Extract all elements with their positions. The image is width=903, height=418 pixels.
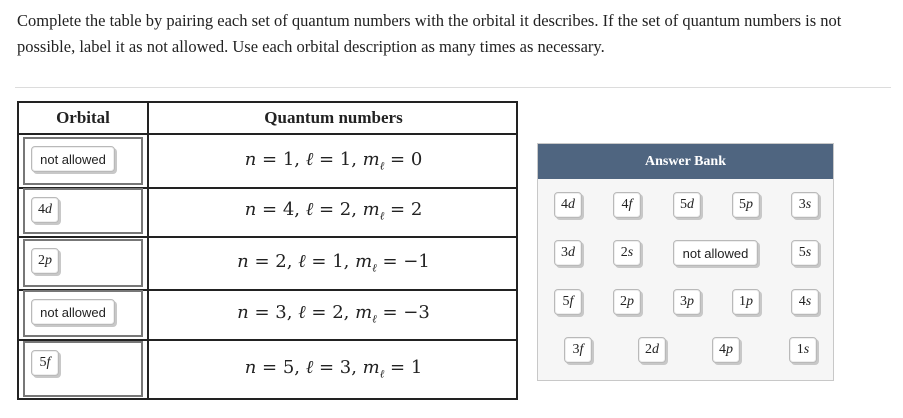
table-row bbox=[19, 339, 516, 399]
quantum-numbers-cell: n = 3, ℓ = 2, $m_\ell = -3$ bbox=[237, 301, 430, 326]
answer-tile-2d[interactable]: 2 d bbox=[638, 337, 666, 363]
answer-bank bbox=[537, 143, 834, 381]
placed-answer-tile[interactable]: 2 p bbox=[31, 248, 59, 274]
matching-table bbox=[17, 101, 518, 400]
answer-tile-1p[interactable]: 1 p bbox=[732, 289, 760, 315]
answer-tile-5s[interactable]: 5 s bbox=[791, 240, 819, 266]
header-orbital: Orbital bbox=[19, 103, 149, 133]
answer-bank-title: Answer Bank bbox=[538, 144, 833, 179]
quantum-numbers-cell: n = 5, ℓ = 3, $m_\ell = 1$ bbox=[244, 357, 423, 381]
table-row bbox=[19, 186, 516, 238]
orbital-drop-zone[interactable] bbox=[23, 290, 143, 337]
orbital-drop-zone[interactable] bbox=[23, 341, 143, 397]
table-row bbox=[19, 237, 516, 291]
answer-tile-4d[interactable]: 4 d bbox=[554, 192, 582, 218]
answer-tile-5d[interactable]: 5 d bbox=[673, 192, 701, 218]
answer-tile-4p[interactable]: 4 p bbox=[712, 337, 740, 363]
placed-answer-tile[interactable]: 4 d bbox=[31, 197, 59, 223]
orbital-cell bbox=[19, 237, 149, 289]
answer-tile-2s[interactable]: 2 s bbox=[613, 240, 641, 266]
placed-answer-tile[interactable]: not allowed bbox=[31, 146, 115, 172]
table-header bbox=[19, 103, 516, 135]
answer-tile-3d[interactable]: 3 d bbox=[554, 240, 582, 266]
quantum-numbers-cell: n = 2, ℓ = 1, $m_\ell = -1$ bbox=[237, 251, 430, 275]
orbital-drop-zone[interactable] bbox=[23, 239, 143, 287]
answer-tile-3f[interactable]: 3 f bbox=[564, 337, 592, 363]
orbital-cell bbox=[19, 135, 149, 187]
answer-tile-1s[interactable]: 1 s bbox=[789, 337, 817, 363]
answer-tile-3s[interactable]: 3 s bbox=[791, 192, 819, 218]
instructions-text: Complete the table by pairing each set of quantum numbers with the orbital it describes. If the set of quantum numbers is not possible, label it as not allowed. Use each orbital description as many times as necessary. bbox=[17, 11, 842, 56]
orbital-cell bbox=[19, 288, 149, 339]
orbital-cell bbox=[19, 186, 149, 236]
header-quantum-numbers: Quantum numbers bbox=[264, 108, 403, 127]
answer-tile-4f[interactable]: 4 f bbox=[613, 192, 641, 218]
quantum-numbers-cell: n = 4, ℓ = 2, $m_\ell = 2$ bbox=[244, 199, 423, 223]
answer-tile-5p[interactable]: 5 p bbox=[732, 192, 760, 218]
answer-tile-3p[interactable]: 3 p bbox=[673, 289, 701, 315]
answer-tile-2p[interactable]: 2 p bbox=[613, 289, 641, 315]
placed-answer-tile[interactable]: 5 f bbox=[31, 350, 59, 376]
placed-answer-tile[interactable]: not allowed bbox=[31, 299, 115, 325]
answer-tile-4s[interactable]: 4 s bbox=[791, 289, 819, 315]
table-row bbox=[19, 135, 516, 189]
answer-tile-5f[interactable]: 5 f bbox=[554, 289, 582, 315]
quantum-numbers-cell: n = 1, ℓ = 1, $m_\ell = 0$ bbox=[244, 149, 423, 173]
orbital-drop-zone[interactable] bbox=[23, 137, 143, 185]
orbital-drop-zone[interactable] bbox=[23, 188, 143, 234]
table-row bbox=[19, 288, 516, 341]
answer-tile-not-allowed[interactable]: not allowed bbox=[673, 240, 758, 266]
divider bbox=[15, 87, 891, 88]
orbital-cell bbox=[19, 339, 149, 399]
